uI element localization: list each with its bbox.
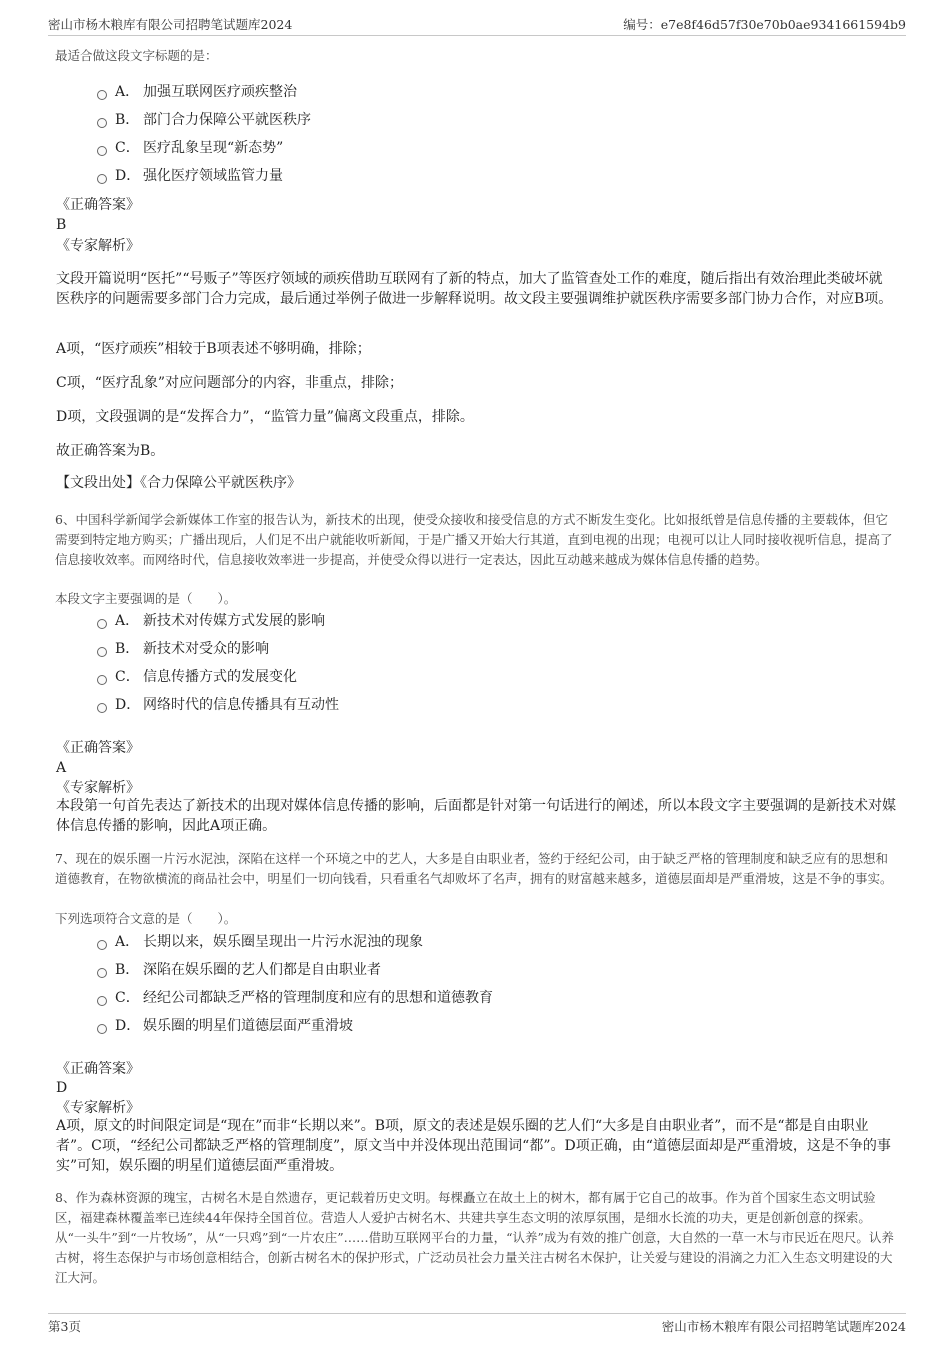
radio-icon[interactable] bbox=[97, 703, 107, 713]
option-text: 娱乐圈的明星们道德层面严重滑坡 bbox=[143, 1018, 353, 1034]
q5-option-b[interactable] bbox=[97, 110, 311, 130]
page-number: 第3页 bbox=[48, 1319, 81, 1334]
option-text: 部门合力保障公平就医秩序 bbox=[143, 112, 311, 128]
option-text: 新技术对受众的影响 bbox=[143, 641, 269, 657]
q8-passage: 8、作为森林资源的瑰宝，古树名木是自然遗存，更记载着历史文明。每棵矗立在故土上的树木，都有属于它自己的故事。作为首个国家生态文明试验区，福建森林覆盖率已连续44年保持全国首位。营造人人爱护古树名木、共建共享生态文明的浓厚氛围，是细水长流的功夫，更是创新创意的探索。从“一头牛”到“一片牧场”，从“一只鸡”到“一片农庄”……借助互联网平台的力量，“认养”成为有效的推广创意，大自然的一草一木与市民近在咫尺。认养古树，将生态保护与市场创意相结合，创新古树名木的保护形式，广泛动员社会力量关注古树名木保护，让关爱与建设的涓滴之力汇入生态文明建设的大江大河。 bbox=[55, 1190, 894, 1285]
q5-option-a[interactable] bbox=[97, 82, 297, 102]
q5-analysis-a: A项，“医疗顽疾”相较于B项表述不够明确，排除； bbox=[56, 341, 371, 357]
option-text: 长期以来，娱乐圈呈现出一片污水泥浊的现象 bbox=[143, 934, 423, 950]
q7-option-b[interactable] bbox=[97, 960, 381, 980]
q5-stem: 最适合做这段文字标题的是： bbox=[55, 48, 218, 63]
q6-answer: A bbox=[56, 760, 67, 776]
q6-passage: 6、中国科学新闻学会新媒体工作室的报告认为，新技术的出现，使受众接收和接受信息的方式不断发生变化。比如报纸曾是信息传播的主要载体，但它需要到特定地方购买；广播出现后，人们足不出户就能收听新闻，于是广播又开始大行其道，直到电视的出现；电视可以让人同时接收视听信息，提高了信息接收效率。而网络时代，信息接收效率进一步提高，并使受众得以进行一定表达，因此互动越来越成为媒体信息传播的趋势。 bbox=[55, 512, 893, 567]
q6-option-d[interactable] bbox=[97, 695, 339, 715]
option-letter: C． bbox=[115, 990, 140, 1006]
q5-analysis-d: D项，文段强调的是“发挥合力”，“监管力量”偏离文段重点，排除。 bbox=[56, 409, 474, 425]
option-letter: B． bbox=[115, 112, 140, 128]
q6-stem: 本段文字主要强调的是（ ）。 bbox=[55, 591, 237, 606]
q5-analysis-main: 文段开篇说明“医托”“号贩子”等医疗领域的顽疾借助互联网有了新的特点，加大了监管查处工作的难度，随后指出有效治理此类破坏就医秩序的问题需要多部门合力完成，最后通过举例子做进一步解释说明。故文段主要强调维护就医秩序需要多部门协力合作，对应B项。 bbox=[56, 271, 893, 307]
option-letter: C． bbox=[115, 669, 140, 685]
q5-answer: B bbox=[56, 217, 67, 233]
option-text: 新技术对传媒方式发展的影响 bbox=[143, 613, 325, 629]
q7-analysis-label: 《专家解析》 bbox=[56, 1100, 140, 1116]
q6-option-a[interactable] bbox=[97, 611, 325, 631]
radio-icon[interactable] bbox=[97, 619, 107, 629]
radio-icon[interactable] bbox=[97, 968, 107, 978]
q7-stem: 下列选项符合文意的是（ ）。 bbox=[55, 911, 237, 926]
q7-option-d[interactable] bbox=[97, 1016, 353, 1036]
radio-icon[interactable] bbox=[97, 146, 107, 156]
option-text: 经纪公司都缺乏严格的管理制度和应有的思想和道德教育 bbox=[143, 990, 493, 1006]
page-header bbox=[48, 15, 906, 36]
option-letter: B． bbox=[115, 641, 140, 657]
q7-option-c[interactable] bbox=[97, 988, 493, 1008]
q5-source: 【文段出处】《合力保障公平就医秩序》 bbox=[56, 475, 301, 491]
q6-analysis: 本段第一句首先表达了新技术的出现对媒体信息传播的影响，后面都是针对第一句话进行的阐述，所以本段文字主要强调的是新技术对媒体信息传播的影响，因此A项正确。 bbox=[56, 798, 896, 834]
q7-analysis: A项，原文的时间限定词是“现在”而非“长期以来”。B项，原文的表述是娱乐圈的艺人们“大多是自由职业者”，而不是“都是自由职业者”。C项，“经纪公司都缺乏严格的管理制度”，原文当中并没体现出范围词“都”。D项正确，由“道德层面却是严重滑坡，这是不争的事实”可知，娱乐圈的明星们道德层面严重滑坡。 bbox=[56, 1118, 891, 1174]
radio-icon[interactable] bbox=[97, 675, 107, 685]
option-letter: C． bbox=[115, 140, 140, 156]
q5-analysis-label: 《专家解析》 bbox=[56, 238, 140, 254]
q5-answer-label: 《正确答案》 bbox=[56, 197, 140, 213]
option-text: 信息传播方式的发展变化 bbox=[143, 669, 297, 685]
option-text: 加强互联网医疗顽疾整治 bbox=[143, 84, 297, 100]
radio-icon[interactable] bbox=[97, 118, 107, 128]
q5-option-c[interactable] bbox=[97, 138, 283, 158]
footer-title: 密山市杨木粮库有限公司招聘笔试题库2024 bbox=[661, 1319, 906, 1334]
option-text: 强化医疗领域监管力量 bbox=[143, 168, 283, 184]
option-text: 医疗乱象呈现“新态势” bbox=[143, 140, 284, 156]
header-doc-id: 编号：e7e8f46d57f30e70b0ae9341661594b9 bbox=[623, 17, 906, 32]
radio-icon[interactable] bbox=[97, 90, 107, 100]
q6-option-c[interactable] bbox=[97, 667, 297, 687]
radio-icon[interactable] bbox=[97, 174, 107, 184]
q5-analysis-conclusion: 故正确答案为B。 bbox=[56, 443, 165, 459]
header-title: 密山市杨木粮库有限公司招聘笔试题库2024 bbox=[48, 17, 293, 32]
q7-option-a[interactable] bbox=[97, 932, 423, 952]
q6-option-b[interactable] bbox=[97, 639, 269, 659]
option-letter: D． bbox=[115, 168, 141, 184]
q7-passage: 7、现在的娱乐圈一片污水泥浊，深陷在这样一个环境之中的艺人，大多是自由职业者，签约于经纪公司，由于缺乏严格的管理制度和缺乏应有的思想和道德教育，在物欲横流的商品社会中，明星们一切向钱看，只看重名气却败坏了名声，拥有的财富越来越多，道德层面却是严重滑坡，这是不争的事实。 bbox=[55, 851, 893, 886]
q7-answer-label: 《正确答案》 bbox=[56, 1061, 140, 1077]
option-letter: A． bbox=[115, 934, 140, 950]
q7-answer: D bbox=[56, 1080, 68, 1096]
option-text: 深陷在娱乐圈的艺人们都是自由职业者 bbox=[143, 962, 381, 978]
option-letter: A． bbox=[115, 613, 140, 629]
q6-analysis-label: 《专家解析》 bbox=[56, 780, 140, 796]
option-letter: B． bbox=[115, 962, 140, 978]
option-letter: D． bbox=[115, 697, 141, 713]
radio-icon[interactable] bbox=[97, 996, 107, 1006]
option-letter: D． bbox=[115, 1018, 141, 1034]
q6-answer-label: 《正确答案》 bbox=[56, 740, 140, 756]
option-letter: A． bbox=[115, 84, 140, 100]
q5-option-d[interactable] bbox=[97, 166, 283, 186]
radio-icon[interactable] bbox=[97, 940, 107, 950]
page-footer bbox=[48, 1313, 906, 1336]
radio-icon[interactable] bbox=[97, 1024, 107, 1034]
option-text: 网络时代的信息传播具有互动性 bbox=[143, 697, 339, 713]
q5-analysis-c: C项，“医疗乱象”对应问题部分的内容，非重点，排除； bbox=[56, 375, 404, 391]
radio-icon[interactable] bbox=[97, 647, 107, 657]
